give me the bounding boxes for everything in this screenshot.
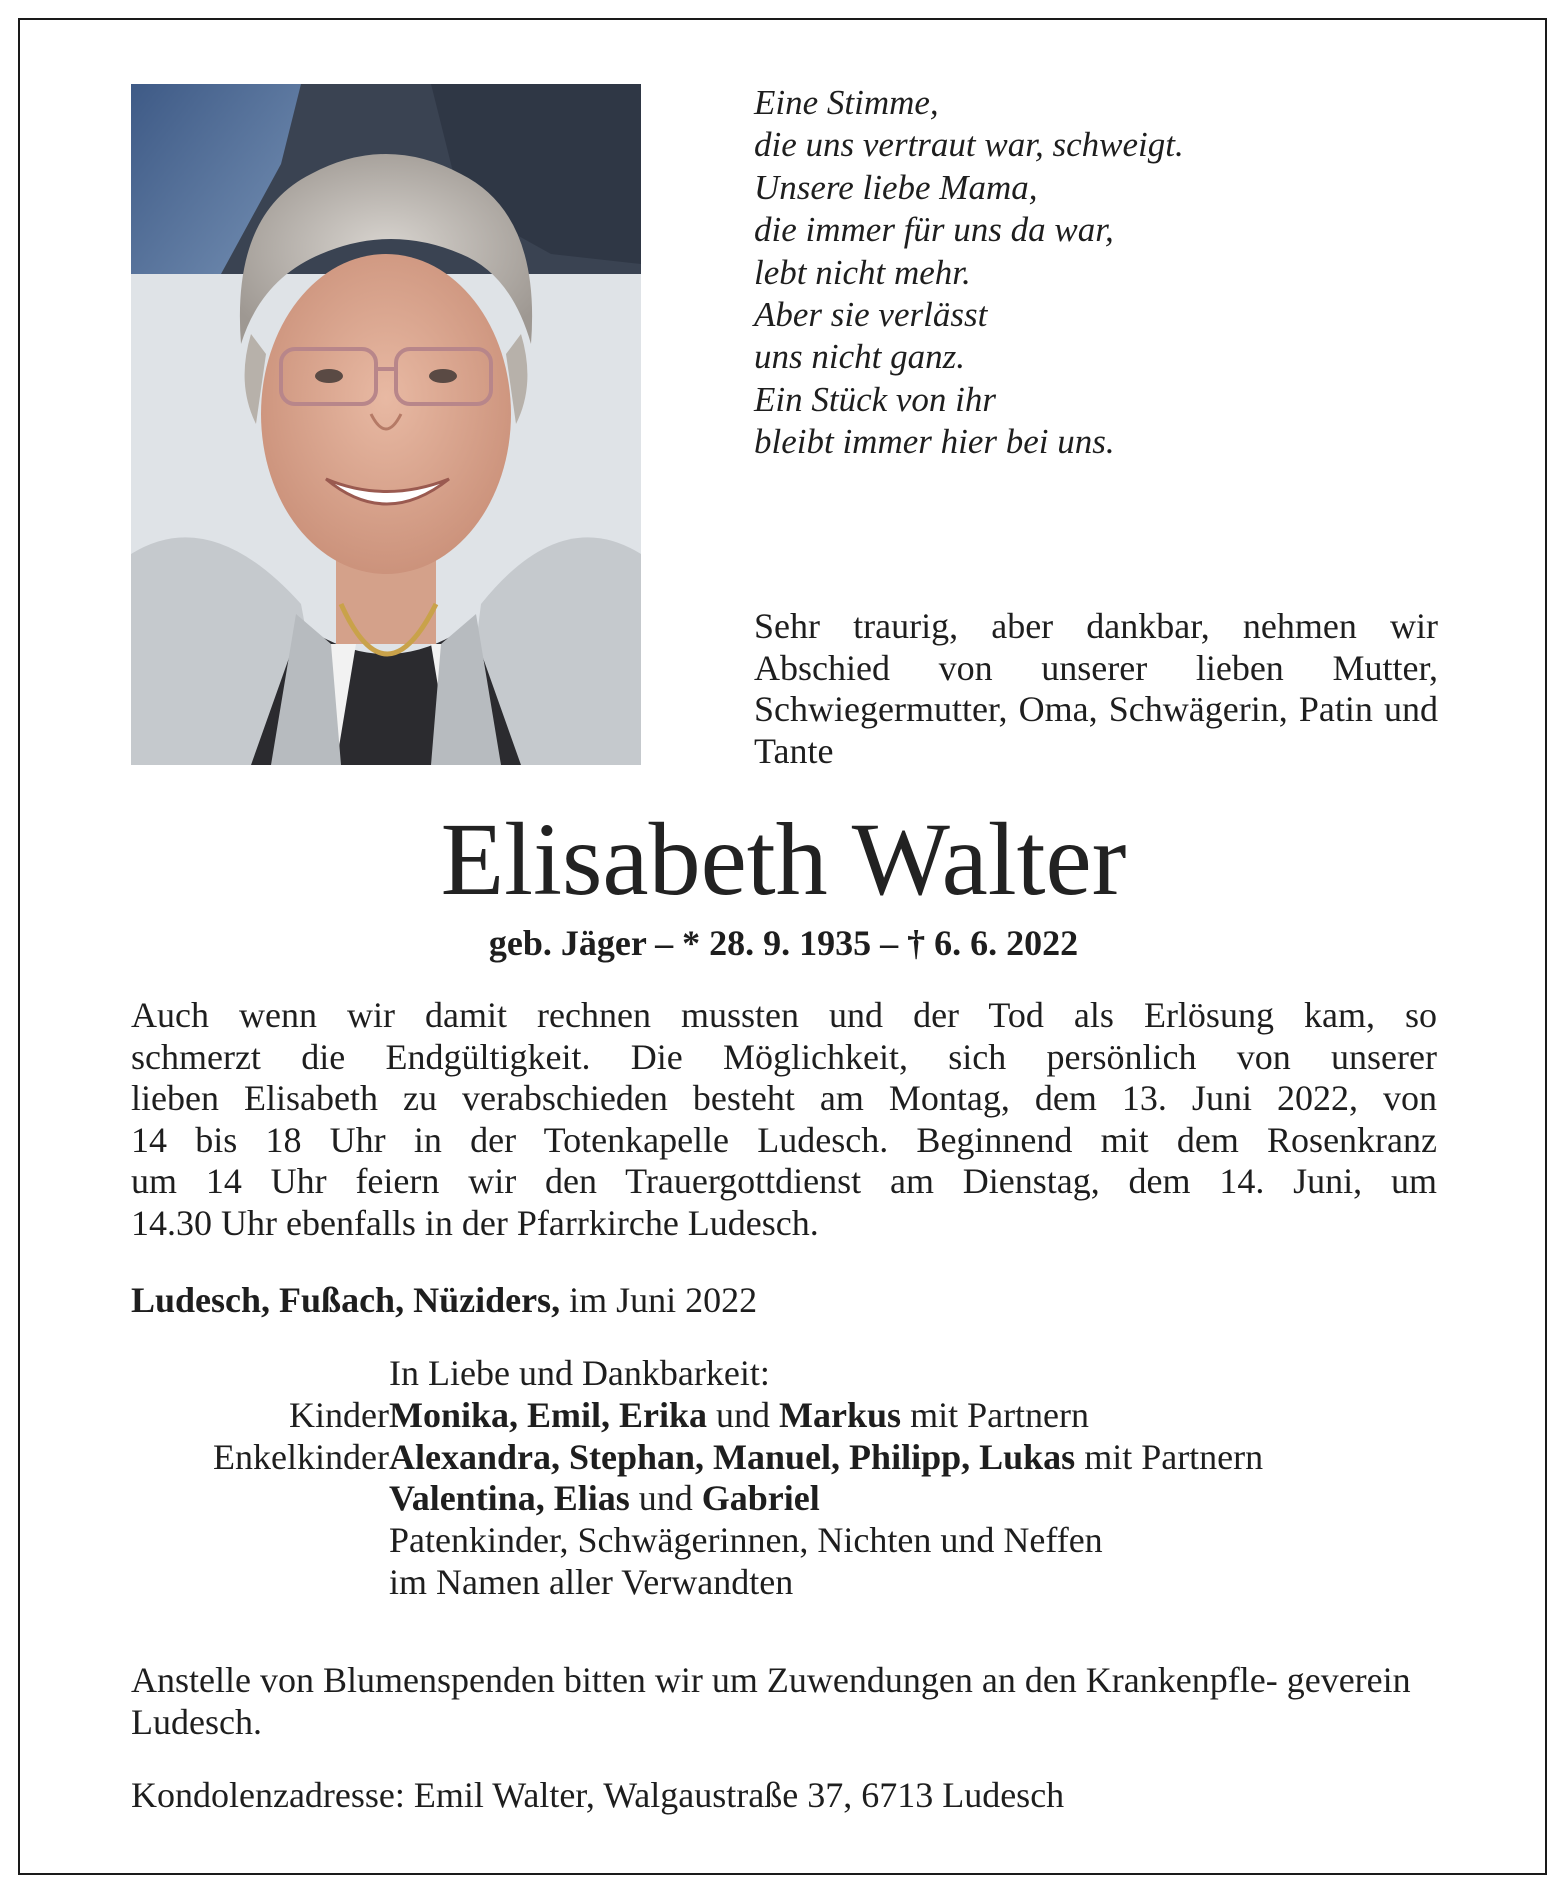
children-row [0, 1395, 1567, 1437]
main-paragraph [131, 995, 1437, 1244]
grandchildren-row [0, 1437, 1567, 1479]
intro-paragraph: Sehr traurig, aber dankbar, nehmen wir Abschied von unserer lieben Mutter, Schwiegermutter, Oma, Schwägerin, Patin und Tante [754, 606, 1438, 771]
deceased-name: Elisabeth Walter [440, 802, 1127, 917]
portrait-photo [131, 84, 641, 765]
paragraph-line: 14 bis 18 Uhr in der Totenkapelle Ludesch. Beginnend mit dem Rosenkranz [131, 1119, 1437, 1160]
paragraph-line: um 14 Uhr feiern wir den Trauergottdienst am Dienstag, dem 14. Juni, um [131, 1161, 1437, 1201]
poem-line: uns nicht ganz. [754, 337, 965, 377]
poem-line: lebt nicht mehr. [754, 252, 971, 292]
paragraph-line: schmerzt die Endgültigkeit. Die Möglichkeit, sich persönlich von unserer [131, 1036, 1437, 1077]
paragraph-line: 14.30 Uhr ebenfalls in der Pfarrkirche Ludesch. [131, 1202, 819, 1243]
conjunction: und [707, 1394, 780, 1435]
grandchildren-names: Alexandra, Stephan, Manuel, Philipp, Lukas [389, 1436, 1076, 1477]
mourners-block [0, 1353, 1567, 1604]
paragraph-line: lieben Elisabeth zu verabschieden besteht am Montag, dem 13. Juni 2022, von [131, 1078, 1437, 1118]
grandchildren-value [389, 1437, 1263, 1479]
place-and-date [131, 1279, 757, 1321]
conjunction: und [629, 1478, 702, 1519]
all-relatives: im Namen aller Verwandten [389, 1561, 794, 1602]
grandchildren2-value [389, 1478, 820, 1520]
poem-line: bleibt immer hier bei uns. [754, 422, 1115, 462]
poem-line: Ein Stück von ihr [754, 379, 997, 419]
others-row [0, 1520, 1567, 1562]
place-date: im Juni 2022 [560, 1280, 758, 1320]
children-names: Monika, Emil, Erika [389, 1394, 708, 1435]
poem-line: Aber sie verlässt [754, 295, 988, 335]
mourners-heading-row [0, 1353, 1567, 1395]
grandchildren2-names: Valentina, Elias [389, 1478, 630, 1519]
life-dates: geb. Jäger – * 28. 9. 1935 – † 6. 6. 2022 [488, 923, 1079, 963]
grandchildren-label: Enkelkinder [213, 1436, 389, 1477]
grandchildren2-row [0, 1478, 1567, 1520]
children-value [389, 1395, 1089, 1437]
portrait-illustration [131, 84, 641, 765]
poem-line: die immer für uns da war, [754, 210, 1114, 250]
poem-line: Unsere liebe Mama, [754, 167, 1038, 207]
place-towns: Ludesch, Fußach, Nüziders, [131, 1280, 561, 1320]
poem-line: die uns vertraut war, schweigt. [754, 125, 1184, 165]
mourners-heading: In Liebe und Dankbarkeit: [389, 1353, 770, 1393]
children-suffix: mit Partnern [901, 1394, 1090, 1435]
grandchildren2-last-name: Gabriel [701, 1478, 820, 1519]
grandchildren-suffix: mit Partnern [1075, 1436, 1264, 1477]
children-last-name: Markus [779, 1394, 902, 1435]
poem-line: Eine Stimme, [754, 83, 939, 122]
relatives-row [0, 1562, 1567, 1604]
other-relatives: Patenkinder, Schwägerinnen, Nichten und Neffen [389, 1520, 1103, 1561]
paragraph-line: Auch wenn wir damit rechnen mussten und der Tod als Erlösung kam, so [131, 995, 1437, 1035]
donation-note: Anstelle von Blumenspenden bitten wir um Zuwendungen an den Krankenpfle- geverein Ludesch. [131, 1660, 1411, 1742]
condolence-address: Kondolenzadresse: Emil Walter, Walgaustraße 37, 6713 Ludesch [131, 1775, 1065, 1815]
poem [754, 82, 1454, 464]
children-label: Kinder [289, 1394, 389, 1435]
